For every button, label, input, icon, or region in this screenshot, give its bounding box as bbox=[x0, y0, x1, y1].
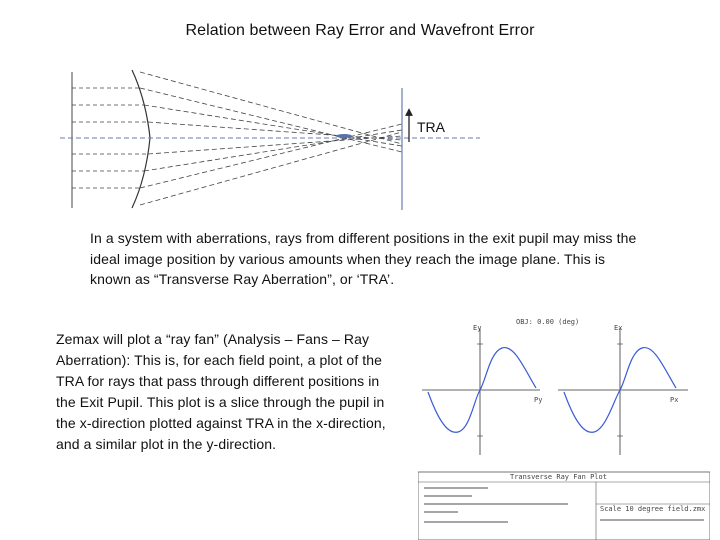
paragraph-tra-definition: In a system with aberrations, rays from different positions in the exit pupil may miss the ideal image position by various amounts when they reach the image plane. This is known as “Transverse Ray Aberration”, or ‘TRA’. bbox=[90, 230, 637, 287]
left-pupil-label: Py bbox=[534, 396, 543, 404]
ray-aberration-diagram bbox=[60, 60, 480, 220]
fan-header: OBJ: 0.00 (deg) bbox=[516, 318, 580, 326]
lens-surface bbox=[132, 70, 150, 208]
tra-label: TRA bbox=[417, 119, 445, 135]
right-pupil-label: Px bbox=[670, 396, 679, 404]
fan-footer-title: Transverse Ray Fan Plot bbox=[510, 473, 607, 481]
right-axis-label: Ex bbox=[614, 324, 623, 332]
left-axis-label: Ey bbox=[473, 324, 482, 332]
fan-footer-note: Scale 10 degree field.zmx bbox=[600, 505, 706, 513]
focus-point bbox=[336, 134, 352, 138]
ray-fan-plot bbox=[418, 310, 710, 540]
paragraph-ray-fan: Zemax will plot a “ray fan” (Analysis – Fans – Ray Aberration): This is, for each field point, a plot of the TRA for rays that pass through different positions in the Exit Pupil. This plot is a slice through the pupil in the x-direction plotted against TRA in the x-direction, and a similar plot in the y-direction. bbox=[56, 331, 386, 452]
slide-title: Relation between Ray Error and Wavefront Error bbox=[185, 22, 535, 39]
